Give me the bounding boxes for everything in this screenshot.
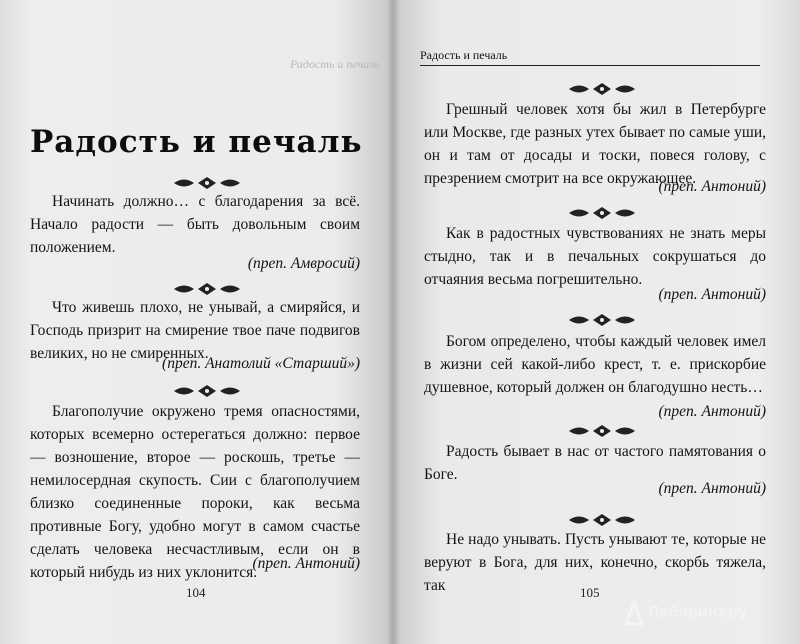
ornament-divider-icon [172, 282, 242, 296]
ornament-divider-icon [567, 206, 637, 220]
quote-text: Начинать должно… с благодарения за всё. Начало радости — быть довольным своим положением. [30, 193, 360, 256]
watermark: Лабиринт.ру [648, 604, 747, 621]
quote-text: Благополучие окружено тремя опасностями, которых всемерно остерегаться должно: первое — возношение, второе — роскошь, третье — немилосердная скупость. Сии с благополучием близко соединенные пороки, как весьма противные Богу, удобно могут в самом счастье сделать человека несчастливым, если он в который нибудь из них уклонится. [30, 403, 360, 581]
ornament-divider-icon [172, 176, 242, 190]
quote-text: Что живешь плохо, не унывай, а смиряйся, и Господь призрит на смирение твое паче подвигов великих, но не смиренных. [30, 299, 360, 362]
right-running-head-text: Радость и печаль [420, 48, 508, 62]
quote-author: (преп. Амвросий) [247, 255, 360, 272]
quote-author: (преп. Антоний) [658, 403, 766, 420]
quote-author: (преп. Антоний) [658, 178, 766, 195]
page-number-right: 105 [580, 585, 600, 600]
quote-text: Грешный человек хотя бы жил в Петербурге или Москве, где разных утех бывает по самые уши, он и там от досады и тоски, повеся голову, с презрением смотрит на все окружающее. [424, 101, 766, 187]
page-number-left: 104 [186, 585, 206, 600]
chapter-title: Радость и печаль [30, 124, 363, 160]
ornament-divider-icon [567, 82, 637, 96]
quote-author: (преп. Антоний) [252, 555, 360, 572]
right-running-head [420, 48, 760, 66]
ornament-divider-icon [567, 424, 637, 438]
quote-text: Радость бывает в нас от частого памятования о Боге. [424, 443, 766, 483]
quote-author: (преп. Анатолий «Старший») [162, 355, 360, 372]
quote-author: (преп. Антоний) [658, 286, 766, 303]
labirint-logo-icon [624, 600, 644, 626]
quote-author: (преп. Антоний) [658, 480, 766, 497]
book-gutter [386, 0, 400, 644]
ornament-divider-icon [172, 384, 242, 398]
ornament-divider-icon [567, 513, 637, 527]
quote-text: Не надо унывать. Пусть унывают те, которые не веруют в Бога, для них, конечно, скорбь тяжела, так [424, 531, 766, 594]
quote-text: Богом определено, чтобы каждый человек имел в жизни сей какой-либо крест, т. е. прискорбие душевное, который должен он благодушно несть… [424, 333, 766, 396]
quote-text: Как в радостных чувствованиях не знать меры стыдно, так и в печальных сокрушаться до отчаяния весьма погрешительно. [424, 225, 766, 288]
left-running-head: Радость и печаль [290, 57, 380, 71]
ornament-divider-icon [567, 313, 637, 327]
